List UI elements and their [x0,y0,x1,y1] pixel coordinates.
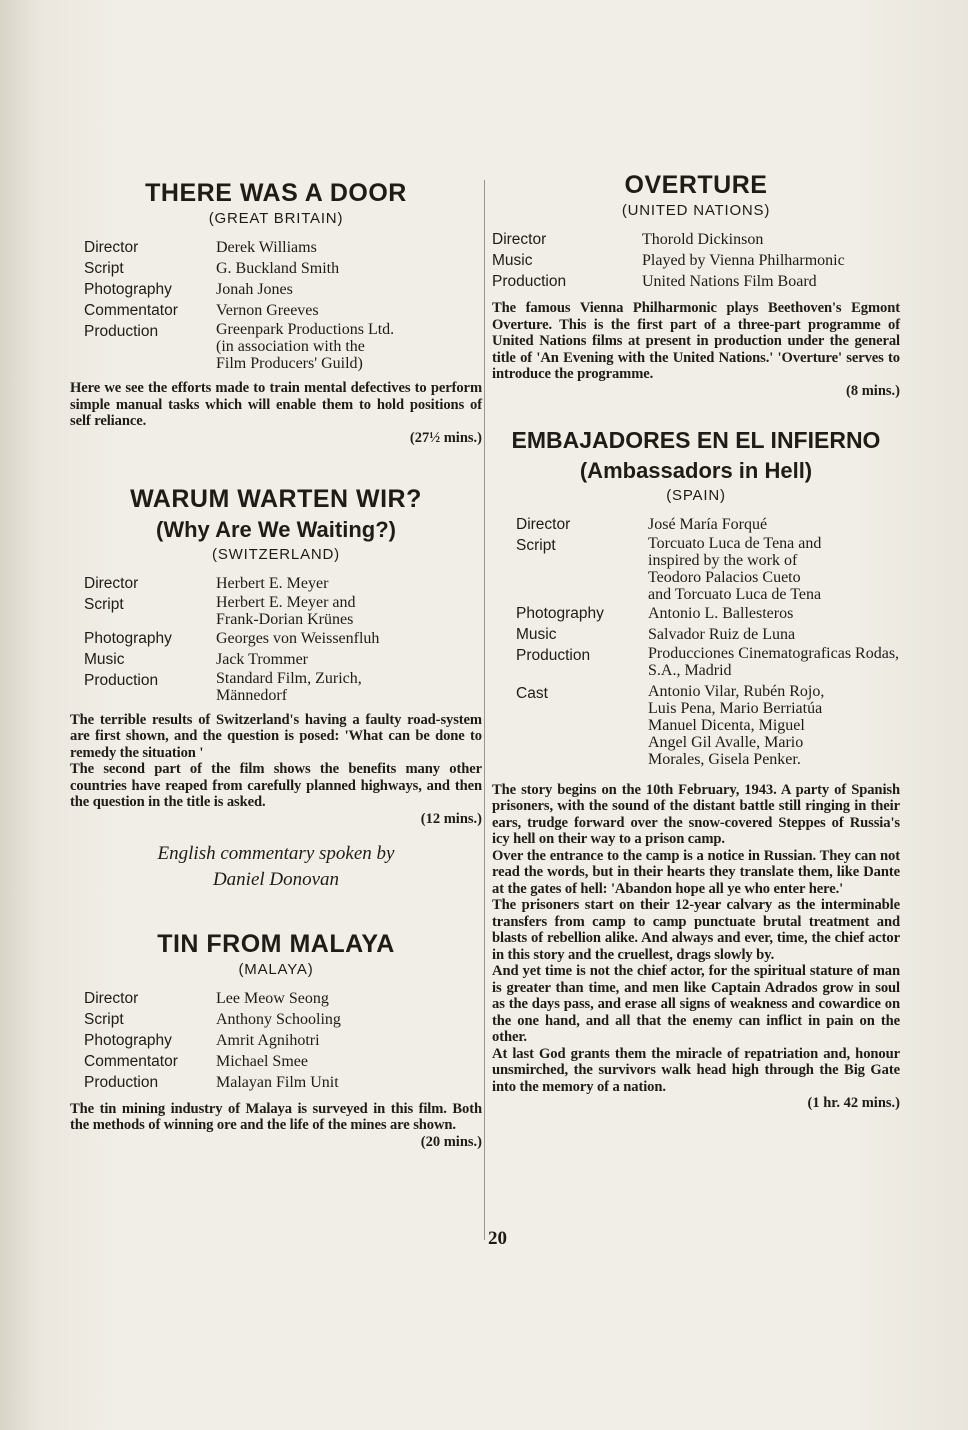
film-title: TIN FROM MALAYA [157,929,395,958]
credit-row [84,237,482,258]
credit-names: Georges von Weissenfluh [216,629,380,647]
credit-role: Music [492,252,533,269]
film-runtime: (20 mins.) [420,1133,482,1150]
film-runtime: (27½ mins.) [409,429,482,446]
credit-row [492,229,900,250]
film-description: The tin mining industry of Malaya is surveyed in this film. Both the methods of winning ore and the life of the mines are shown. [70,1100,482,1133]
credit-names: Lee Meow Seong [216,989,329,1007]
credit-role: Director [84,239,139,256]
credit-row [516,624,900,645]
credit-names: Producciones Cinematograficas Rodas, S.A., Madrid [648,644,900,679]
film-country: (SPAIN) [666,486,726,504]
credit-names: G. Buckland Smith [216,260,340,277]
credits-list [516,514,900,768]
credit-row [516,683,900,768]
film-title: WARUM WARTEN WIR? [130,484,422,513]
film-tin-from-malaya [70,929,482,1150]
credit-role: Script [84,1010,124,1028]
page-number: 20 [488,1228,507,1249]
credit-row [516,535,900,603]
credit-role: Director [84,989,139,1007]
credit-names: Vernon Greeves [216,302,319,319]
credit-row [84,279,482,300]
credit-role: Director [492,231,547,248]
film-warum-warten-wir [70,484,482,893]
film-subtitle: (Why Are We Waiting?) [156,516,396,542]
credit-role: Music [516,625,557,643]
credit-names: Malayan Film Unit [216,1073,339,1091]
credit-row [84,1009,482,1030]
credit-names: United Nations Film Board [642,273,817,290]
credit-role: Script [516,536,556,554]
credit-role: Photography [516,604,604,622]
credit-role: Director [84,574,139,592]
credit-names: Anthony Schooling [216,1010,341,1028]
credit-row [516,514,900,535]
film-description: The terrible results of Switzerland's having a faulty road-system are first shown, and the question is posed: 'What can be done to remedy the situation ' The second part of the film shows the benefits many other countries have reaped from carefully planned highways, and then the question in the title is asked. [70,711,482,810]
credits-list [84,573,482,704]
film-country: (MALAYA) [238,960,314,978]
film-runtime: (8 mins.) [846,382,900,399]
credit-names: Torcuato Luca de Tena and inspired by the work of Teodoro Palacios Cueto and Torcuato Luca de Tena [648,534,822,603]
credit-names: Standard Film, Zurich, Männedorf [216,669,362,704]
credit-names: José María Forqué [648,515,768,533]
credit-names: Salvador Ruiz de Luna [648,625,796,643]
credit-role: Production [516,646,591,664]
credit-names: Herbert E. Meyer and Frank-Dorian Krünes [216,593,356,628]
credit-names: Jack Trommer [216,650,308,668]
credit-row [84,1072,482,1093]
credit-role: Photography [84,1031,172,1049]
credit-names: Herbert E. Meyer [216,574,329,592]
film-there-was-a-door [70,178,482,446]
credit-row [84,1030,482,1051]
credit-role: Production [84,323,159,340]
credit-row [516,603,900,624]
credit-names: Thorold Dickinson [642,231,764,248]
left-column [70,178,482,1150]
credit-role: Commentator [84,1052,178,1070]
credit-names: Amrit Agnihotri [216,1031,320,1049]
credit-names: Greenpark Productions Ltd. (in association with the Film Producers' Guild) [216,321,395,372]
credit-row [84,628,482,649]
film-subtitle: (Ambassadors in Hell) [579,457,813,483]
credit-names: Jonah Jones [216,281,293,298]
credit-role: Commentator [84,302,178,319]
credit-role: Script [84,260,124,277]
credit-row [84,321,482,372]
right-column [492,170,900,1111]
film-country: (GREAT BRITAIN) [208,210,344,227]
credit-role: Production [492,273,567,290]
film-description: The famous Vienna Philharmonic plays Beethoven's Egmont Overture. This is the first part of a three-part programme of United Nations films at present in production under the general title of 'An Evening with the United Nations.' 'Overture' serves to introduce the programme. [492,300,900,382]
credit-row [84,300,482,321]
film-title: EMBAJADORES EN EL INFIERNO [511,426,881,453]
credit-row [516,645,900,679]
film-embajadores-en-el-infierno [492,425,900,1112]
credit-role: Production [84,671,159,689]
credits-list [84,988,482,1093]
credit-role: Director [516,515,571,533]
credit-names: Antonio L. Ballesteros [648,604,794,622]
film-runtime: (1 hr. 42 mins.) [807,1095,900,1111]
credit-row [84,573,482,594]
film-country: (UNITED NATIONS) [621,202,771,219]
credit-role: Music [84,650,125,668]
credit-names: Michael Smee [216,1052,308,1070]
credit-role: Photography [84,281,172,298]
credit-names: Played by Vienna Philharmonic [642,252,845,269]
film-country: (SWITZERLAND) [212,545,340,563]
credit-row [84,670,482,704]
credit-row [84,1051,482,1072]
commentary-note: English commentary spoken by Daniel Donovan [157,842,395,890]
film-description: Here we see the efforts made to train mental defectives to perform simple manual tasks which will enable them to hold positions of self reliance. [70,380,482,429]
credit-row [84,988,482,1009]
credit-row [492,271,900,292]
film-description: The story begins on the 10th February, 1943. A party of Spanish prisoners, with the sound of the distant battle still ringing in their ears, trudge forward over the snow-covered Steppes of Russia's icy hell on their way to a prison camp. Over the entrance to the camp is a notice in Russian. They can not read the words, but in their hearts they translate them, like Dante at the gates of hell: 'Abandon hope all ye who enter here.' The prisoners start on their 12-year calvary as the interminable transfers from camp to camp punctuate brutal treatment and blasts of rebellion alike. And always and ever, time, the chief actor in this story and the cruellest, drags slowly by. And yet time is not the chief actor, for the spiritual stature of man is greater than time, and men like Captain Adrados grow in soul as the days pass, and erase all signs of weakness and cowardice on the one hand, and all that the enemy can inflict in pain on the other. At last God grants them the miracle of repatriation and, honour unsmirched, the survivors walk head high through the Big Gate into the memory of a nation. [492,781,900,1095]
film-overture [492,170,900,399]
credit-names: Derek Williams [216,239,317,256]
credits-list [84,237,482,372]
film-runtime: (12 mins.) [420,810,482,827]
credit-role: Cast [516,684,548,702]
film-title: OVERTURE [624,171,768,199]
credit-role: Script [84,595,124,613]
film-title: THERE WAS A DOOR [145,179,407,207]
credit-names: Antonio Vilar, Rubén Rojo, Luis Pena, Mario Berriatúa Manuel Dicenta, Miguel Angel Gil Avalle, Mario Morales, Gisela Penker. [648,682,825,768]
column-divider [484,180,485,1240]
credit-row [492,250,900,271]
credit-row [84,594,482,628]
credit-row [84,258,482,279]
credit-role: Production [84,1073,159,1091]
credit-row [84,649,482,670]
credit-role: Photography [84,629,172,647]
credits-list [492,229,900,292]
